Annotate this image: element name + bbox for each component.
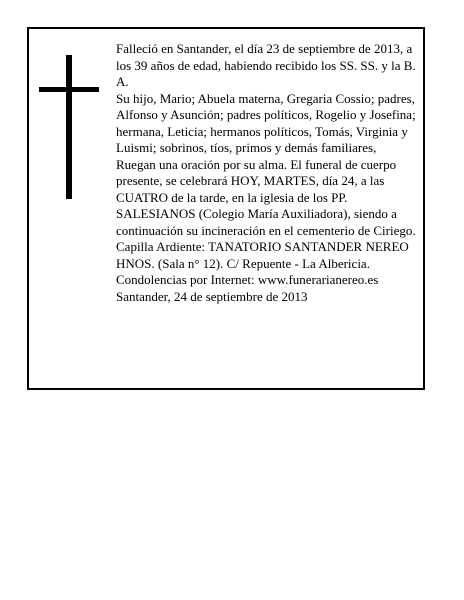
condolences-line: Condolencias por Internet: www.funerarianereo.es [116, 272, 379, 287]
date-line: Santander, 24 de septiembre de 2013 [116, 288, 308, 304]
cross-horizontal-bar [39, 87, 99, 92]
funeral-details: Ruegan una oración por su alma. El funeral de cuerpo presente, se celebrará HOY, MARTES, día 24, a las CUATRO de la tarde, en la iglesia de los PP. SALESIANOS (Colegio María Auxiliadora), siendo a continuación su incineración en el cementerio de Ciriego. Capilla Ardiente: TANATORIO SANTANDER NEREO HNOS. (Sala n° 12). C/ Repuente - La Albericia. [116, 156, 416, 271]
obituary-text [116, 41, 422, 305]
obituary-notice [27, 27, 425, 390]
family-list: Su hijo, Mario; Abuela materna, Gregaria Cossio; padres, Alfonso y Asunción; padres políticos, Rogelio y Josefina; hermana, Leticia; hermanos políticos, Tomás, Virginia y Luismi; sobrinos, tíos, primos y demás familiares, [116, 90, 416, 155]
cross-vertical-bar [66, 55, 72, 199]
latin-cross-icon [39, 55, 99, 199]
death-announcement: Falleció en Santander, el día 23 de septiembre de 2013, a los 39 años de edad, habiendo recibido los SS. SS. y la B. A. [116, 41, 416, 89]
